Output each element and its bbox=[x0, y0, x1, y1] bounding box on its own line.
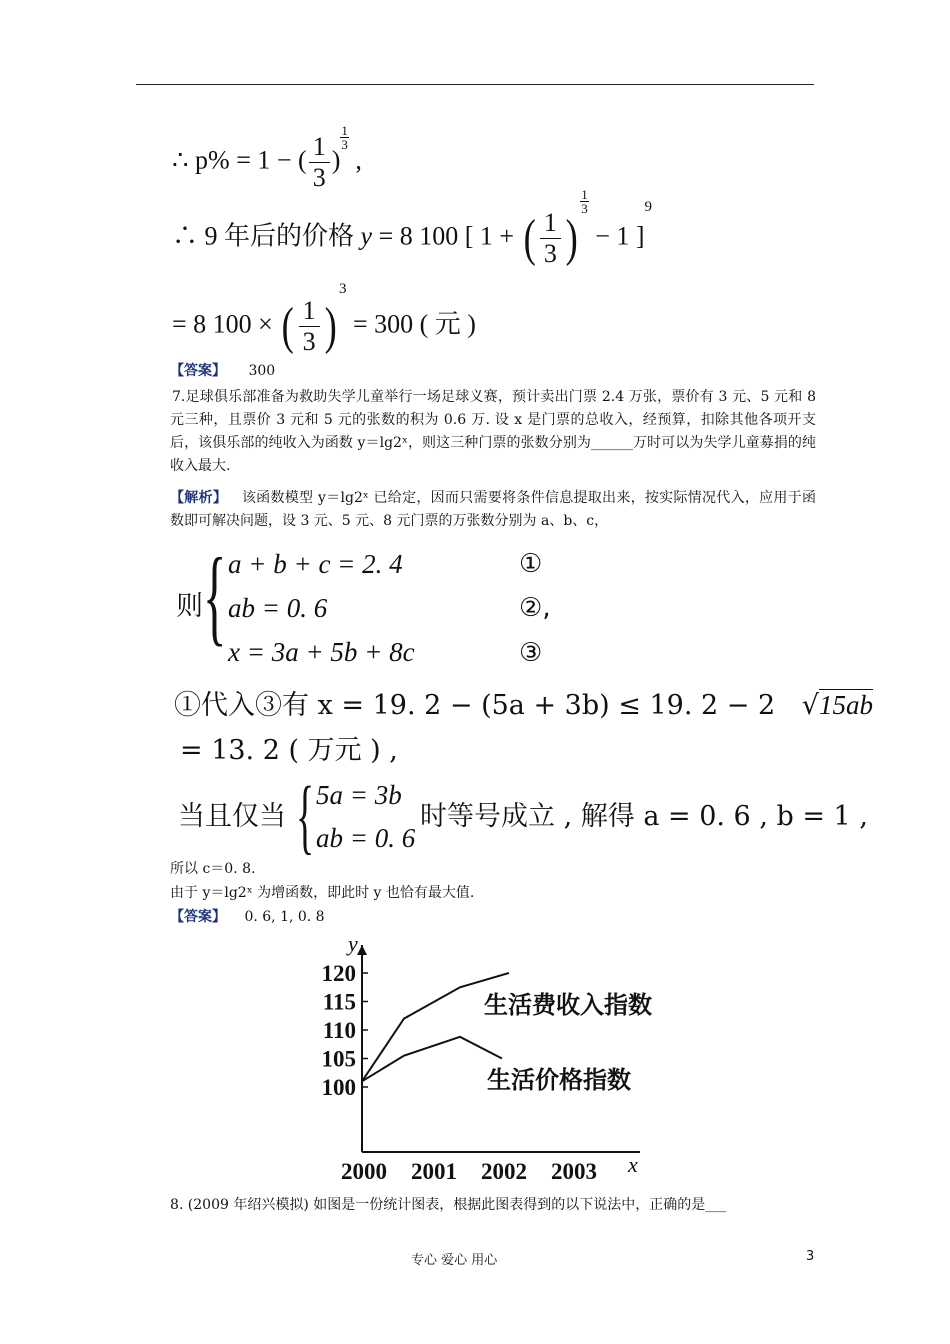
x-tick-label: 2001 bbox=[411, 1159, 457, 1184]
increasing-line: 由于 y＝lg2ˣ 为增函数，即此时 y 也恰有最大值. bbox=[170, 885, 475, 901]
analysis: 【解析】 该函数模型 y＝lg2ˣ 已给定，因而只需要将条件信息提取出来，按实际情况代入，应用于函数即可解决问题，设 3 元、5 元、8 元门票的万张数分别为 a、b、c， bbox=[170, 490, 817, 529]
question-7: 7.足球俱乐部准备为救助失学儿童举行一场足球义赛，预计卖出门票 2.4 万张，票价有 3 元、5 元和 8 元三种，且票价 3 元和 5 元的张数的积为 0.6 万. 设 x 是门票的总收入，经预算，扣除其他各项开支后，该俱乐部的纯收入为函数 y＝lg2ˣ，则这三种门票的张数分别为______万时可以为失学儿童募捐的纯收入最大. bbox=[170, 389, 816, 474]
system-eq-1: a + b + c = 2. 4 bbox=[228, 549, 403, 579]
formula-line-2: ∴ 9 年后的价格 y = 8 100 [ 1 + ( $\frac{1}{3}$ ) $\frac{1}{3}$ − 1 ]$^9$ bbox=[172, 187, 653, 268]
x-axis-label: x bbox=[628, 1152, 638, 1177]
series-line bbox=[362, 1037, 502, 1082]
series-label: 生活价格指数 bbox=[487, 1068, 631, 1094]
system-prefix: 则 bbox=[176, 591, 203, 622]
question-8: 8. (2009 年绍兴模拟) 如图是一份统计图表，根据此图表得到的以下说法中，正确的是___ bbox=[170, 1197, 727, 1213]
formula-line-3: = 8 100 × ( $\frac{1}{3}$ )$^3$ = 300 ( 元 ) bbox=[172, 281, 476, 356]
footer-motto: 专心 爱心 用心 bbox=[411, 1253, 498, 1268]
y-tick-label: 110 bbox=[322, 1018, 356, 1043]
system-eq-3: x = 3a + 5b + 8c bbox=[228, 637, 415, 667]
condition-prefix: 当且仅当 bbox=[178, 801, 286, 832]
system-brace: { bbox=[203, 537, 227, 656]
condition-2: ab = 0. 6 bbox=[316, 823, 416, 853]
answer-value: 300 bbox=[248, 363, 276, 379]
condition-1: 5a = 3b bbox=[316, 780, 402, 810]
y-axis-label: y bbox=[348, 931, 358, 956]
y-tick-label: 120 bbox=[321, 961, 356, 986]
page-number: 3 bbox=[806, 1249, 815, 1264]
y-tick-label: 105 bbox=[321, 1046, 356, 1072]
mark-2: ②, bbox=[519, 593, 551, 623]
series-line bbox=[362, 973, 509, 1081]
x-tick-label: 2002 bbox=[481, 1159, 527, 1184]
substitution-line-1: ①代入③有 x = 19. 2 − (5a + 3b) ≤ 19. 2 − 2 √15ab bbox=[174, 690, 873, 721]
condition-suffix: 时等号成立 , 解得 a = 0. 6 , b = 1 , bbox=[420, 801, 868, 832]
mark-1: ① bbox=[519, 549, 543, 579]
y-tick-label: 115 bbox=[322, 989, 356, 1015]
substitution-line-2: = 13. 2 ( 万元 ) , bbox=[180, 735, 398, 766]
condition-brace: { bbox=[296, 770, 315, 863]
y-tick-label: 100 bbox=[321, 1075, 356, 1100]
answer-label: 【答案】 bbox=[170, 363, 226, 379]
x-tick-label: 2000 bbox=[341, 1159, 387, 1184]
series-label: 生活费收入指数 bbox=[484, 993, 652, 1019]
mark-3: ③ bbox=[519, 638, 543, 668]
c-value-line: 所以 c＝0. 8. bbox=[170, 861, 256, 877]
formula-line-1: ∴ p% = 1 − ( $\frac{1}{3}$ ) $\frac{1}{3}$ , bbox=[172, 123, 362, 192]
answer-2: 【答案】 0. 6, 1, 0. 8 bbox=[170, 909, 325, 925]
y-axis-arrow bbox=[357, 945, 367, 955]
system-eq-2: ab = 0. 6 bbox=[228, 593, 328, 623]
x-tick-label: 2003 bbox=[551, 1159, 597, 1184]
